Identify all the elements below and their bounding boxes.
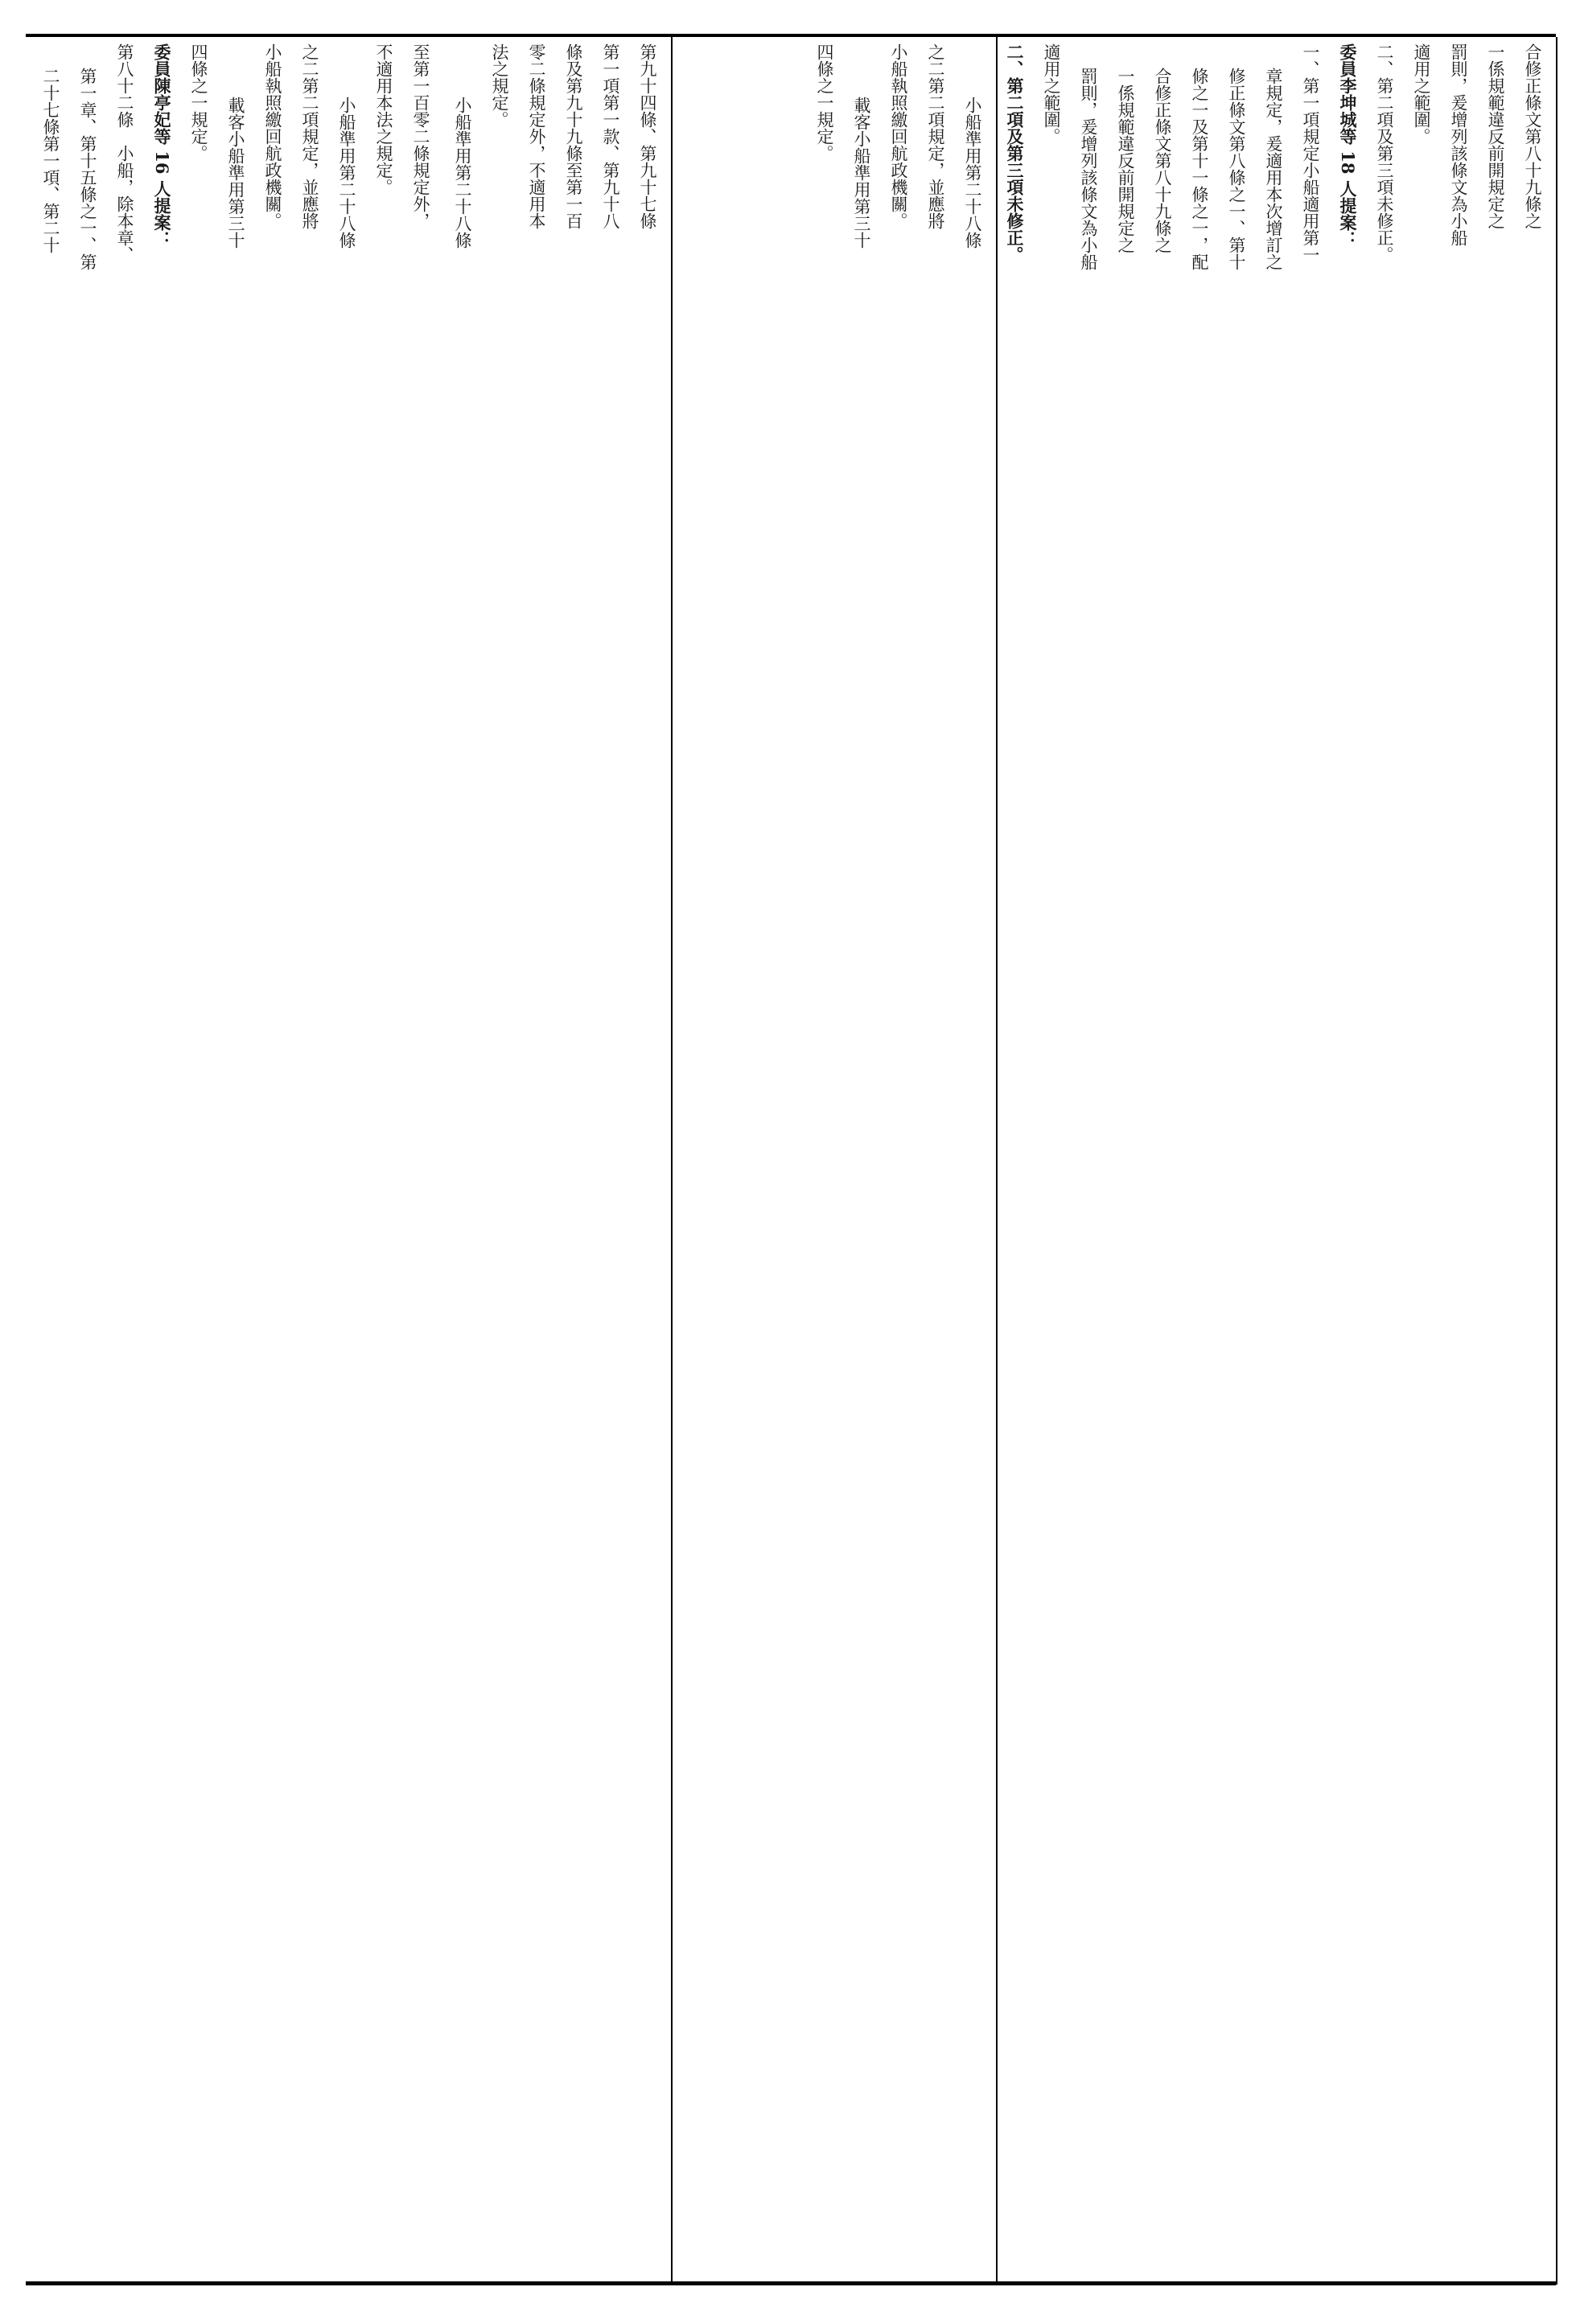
line: 條及第九十九條至第一百 bbox=[564, 43, 583, 229]
line: 第一項第一款、第九十八 bbox=[601, 43, 620, 229]
top-rule bbox=[26, 34, 1556, 37]
line: 第一章、第十五條之一、第 bbox=[78, 68, 97, 270]
line: 四條之一規定。 bbox=[815, 43, 834, 162]
line: 一係規範違反前開規定之 bbox=[1486, 43, 1505, 229]
line: 不適用本法之規定。 bbox=[374, 43, 393, 195]
line: 二、第二項及第三項未修正。 bbox=[1375, 43, 1394, 263]
line: 章規定，爰適用本次增訂之 bbox=[1264, 68, 1283, 270]
panel-m2 bbox=[446, 43, 666, 2256]
line: 之二第二項規定，並應將 bbox=[300, 43, 319, 229]
panel-r bbox=[996, 43, 1551, 2256]
line: 四條之一規定。 bbox=[189, 43, 208, 162]
line: 二、第二項及第三項未修正。 bbox=[1005, 43, 1025, 263]
line: 一係規範違反前開規定之 bbox=[1116, 68, 1135, 253]
line: 修正條文第八條之一、第十 bbox=[1227, 68, 1246, 270]
line: 之二第二項規定，並應將 bbox=[926, 43, 945, 229]
panel-l bbox=[29, 43, 439, 2256]
border-right bbox=[1556, 37, 1557, 2285]
line: 小船準用第二十八條 bbox=[337, 97, 356, 249]
bottom-rule bbox=[26, 2281, 1556, 2285]
line: 小船準用第二十八條 bbox=[963, 97, 982, 249]
line: 合修正條文第八十九條之 bbox=[1523, 43, 1542, 229]
line: 合修正條文第八十九條之 bbox=[1153, 68, 1172, 253]
divider-2 bbox=[671, 37, 673, 2285]
line: 載客小船準用第三十 bbox=[226, 97, 245, 249]
line: 適用之範圍。 bbox=[1412, 43, 1431, 145]
line: 零二條規定外，不適用本 bbox=[527, 43, 546, 229]
line bbox=[29, 43, 32, 2256]
line: 第八十二條 小船，除本章、 bbox=[115, 43, 134, 263]
line: 委員陳亭妃等 16 人提案： bbox=[152, 43, 172, 248]
line: 法之規定。 bbox=[490, 43, 509, 128]
line: 罰則，爰增列該條文為小船 bbox=[1079, 68, 1098, 270]
line: 載客小船準用第三十 bbox=[852, 97, 871, 249]
line: 二十七條第一項、第二十 bbox=[41, 68, 60, 253]
panel-m1 bbox=[673, 43, 991, 2256]
line: 適用之範圍。 bbox=[1042, 43, 1061, 145]
line: 條之一及第十一條之一，配 bbox=[1190, 68, 1209, 270]
divider-1 bbox=[996, 37, 998, 2285]
line: 第九十四條、第九十七條 bbox=[638, 43, 657, 229]
line: 委員李坤城等 18 人提案： bbox=[1338, 43, 1358, 248]
line: 一、第一項規定小船適用第一 bbox=[1301, 43, 1320, 263]
line: 至第一百零二條規定外， bbox=[411, 43, 430, 229]
line: 罰則，爰增列該條文為小船 bbox=[1449, 43, 1468, 246]
line: 小船執照繳回航政機關。 bbox=[263, 43, 282, 229]
line: 小船執照繳回航政機關。 bbox=[889, 43, 908, 229]
line: 小船準用第二十八條 bbox=[453, 97, 472, 249]
